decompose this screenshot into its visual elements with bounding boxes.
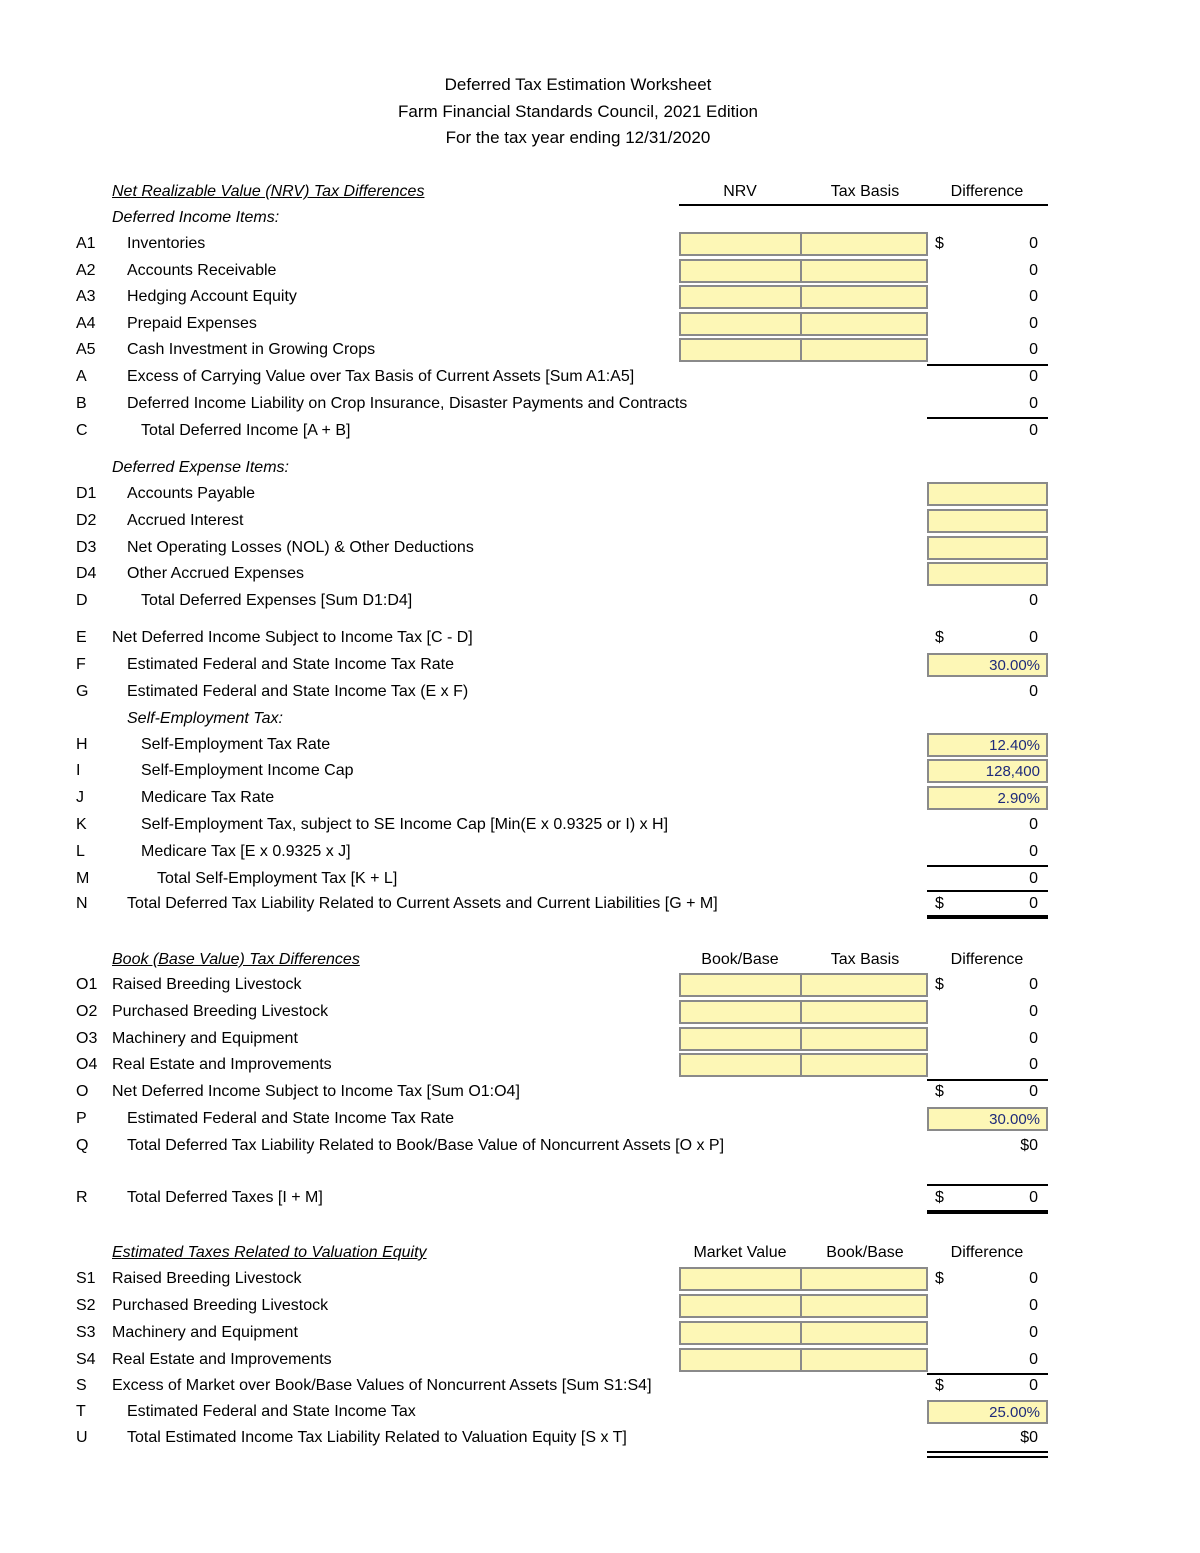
total-rule xyxy=(927,915,1048,919)
row-label: Inventories xyxy=(127,235,206,252)
row-i xyxy=(0,759,1100,785)
row-label: Estimated Federal and State Income Tax Rate xyxy=(127,1110,454,1127)
row-label: Other Accrued Expenses xyxy=(127,565,304,582)
table-row xyxy=(0,1321,1100,1347)
table-row xyxy=(0,1267,1100,1293)
row-code: A4 xyxy=(76,315,96,332)
row-code: G xyxy=(76,683,89,700)
row-e xyxy=(0,626,1100,652)
row-label: Purchased Breeding Livestock xyxy=(112,1003,329,1020)
worksheet-subtitle: Farm Financial Standards Council, 2021 Edition xyxy=(397,102,759,121)
medicare-rate-input[interactable]: 2.90% xyxy=(927,786,1048,810)
col-header-book-base: Book/Base xyxy=(826,1244,904,1261)
row-j xyxy=(0,786,1100,812)
book-base-input-cell[interactable] xyxy=(800,1348,928,1372)
difference-value: 0 xyxy=(1029,1351,1038,1368)
valuation-section-heading: Estimated Taxes Related to Valuation Equity xyxy=(112,1244,427,1261)
row-label: Deferred Income Liability on Crop Insurance, Disaster Payments and Contracts xyxy=(127,395,688,412)
difference-value: 0 xyxy=(1029,895,1038,912)
col-header-tax-basis: Tax Basis xyxy=(830,951,900,968)
row-label: Net Deferred Income Subject to Income Tax [Sum O1:O4] xyxy=(112,1083,520,1100)
market-value-input-cell[interactable] xyxy=(679,1294,802,1318)
difference-value: 0 xyxy=(1029,368,1038,385)
difference-value: 0 xyxy=(1029,976,1038,993)
row-code: B xyxy=(76,395,87,412)
row-d xyxy=(0,589,1100,615)
worksheet-title: Deferred Tax Estimation Worksheet xyxy=(444,75,712,94)
row-label: Medicare Tax [E x 0.9325 x J] xyxy=(141,843,351,860)
nrv-section-heading: Net Realizable Value (NRV) Tax Differences xyxy=(112,183,425,200)
row-label: Total Estimated Income Tax Liability Related to Valuation Equity [S x T] xyxy=(127,1429,627,1446)
row-code: L xyxy=(76,843,85,860)
row-a xyxy=(0,365,1100,391)
difference-value: 0 xyxy=(1029,843,1038,860)
se-tax-rate-input[interactable]: 12.40% xyxy=(927,733,1048,757)
total-rule xyxy=(927,1210,1048,1214)
row-code: E xyxy=(76,629,87,646)
row-s xyxy=(0,1374,1100,1400)
difference-value: 0 xyxy=(1029,235,1038,252)
row-g xyxy=(0,680,1100,706)
book-base-input-cell[interactable] xyxy=(679,1027,802,1051)
dollar-sign: $ xyxy=(935,1189,944,1206)
row-label: Total Self-Employment Tax [K + L] xyxy=(157,870,398,887)
row-label: Raised Breeding Livestock xyxy=(112,976,302,993)
row-label: Estimated Federal and State Income Tax (E x F) xyxy=(127,683,469,700)
difference-value: 0 xyxy=(1029,288,1038,305)
row-u xyxy=(0,1426,1100,1452)
row-label: Machinery and Equipment xyxy=(112,1030,298,1047)
difference-input-cell[interactable] xyxy=(927,536,1048,560)
row-code: D4 xyxy=(76,565,97,582)
nrv-input-cell[interactable] xyxy=(679,338,802,362)
tax-basis-input-cell[interactable] xyxy=(800,338,928,362)
row-label: Total Deferred Tax Liability Related to Book/Base Value of Noncurrent Assets [O x P] xyxy=(127,1137,725,1154)
row-c xyxy=(0,419,1100,445)
tax-basis-input-cell[interactable] xyxy=(800,973,928,997)
difference-value: 0 xyxy=(1029,422,1038,439)
row-code: A3 xyxy=(76,288,96,305)
book-base-input-cell[interactable] xyxy=(800,1321,928,1345)
difference-value: 0 xyxy=(1029,1270,1038,1287)
row-label: Medicare Tax Rate xyxy=(141,789,275,806)
book-base-input-cell[interactable] xyxy=(800,1267,928,1291)
row-code: O xyxy=(76,1083,89,1100)
row-code: J xyxy=(76,789,84,806)
tax-rate-input[interactable]: 30.00% xyxy=(927,653,1048,677)
row-o xyxy=(0,1080,1100,1106)
col-header-difference: Difference xyxy=(950,183,1024,200)
book-section-heading: Book (Base Value) Tax Differences xyxy=(112,951,360,968)
row-code: A1 xyxy=(76,235,96,252)
row-label: Self-Employment Income Cap xyxy=(141,762,354,779)
row-code: S xyxy=(76,1377,87,1394)
tax-basis-input-cell[interactable] xyxy=(800,1027,928,1051)
tax-year-label: For the tax year ending 12/31/2020 xyxy=(445,128,711,147)
tax-basis-input-cell[interactable] xyxy=(800,285,928,309)
difference-value: 0 xyxy=(1029,1297,1038,1314)
row-r xyxy=(0,1186,1100,1212)
row-code: C xyxy=(76,422,88,439)
table-row xyxy=(0,232,1100,258)
tax-rate-input[interactable]: 25.00% xyxy=(927,1400,1048,1424)
row-code: O1 xyxy=(76,976,98,993)
row-label: Estimated Federal and State Income Tax xyxy=(127,1403,416,1420)
market-value-input-cell[interactable] xyxy=(679,1348,802,1372)
difference-value: 0 xyxy=(1029,315,1038,332)
row-label: Machinery and Equipment xyxy=(112,1324,298,1341)
book-header-row xyxy=(0,948,1100,974)
row-code: H xyxy=(76,736,88,753)
row-label: Cash Investment in Growing Crops xyxy=(127,341,376,358)
row-l xyxy=(0,840,1100,866)
row-code: S3 xyxy=(76,1324,96,1341)
row-b xyxy=(0,392,1100,418)
row-label: Real Estate and Improvements xyxy=(112,1056,332,1073)
row-label: Total Deferred Income [A + B] xyxy=(141,422,351,439)
row-code: S4 xyxy=(76,1351,96,1368)
table-row xyxy=(0,973,1100,999)
row-label: Total Deferred Tax Liability Related to Current Assets and Current Liabilities [G + M] xyxy=(127,895,718,912)
row-p xyxy=(0,1107,1100,1133)
dollar-sign: $ xyxy=(935,1377,944,1394)
dollar-sign: $ xyxy=(935,895,944,912)
row-code: I xyxy=(76,762,81,779)
difference-value: $0 xyxy=(1020,1137,1038,1154)
row-code: U xyxy=(76,1429,88,1446)
difference-value: 0 xyxy=(1029,629,1038,646)
row-code: O4 xyxy=(76,1056,98,1073)
col-header-tax-basis: Tax Basis xyxy=(830,183,900,200)
row-label: Excess of Market over Book/Base Values of Noncurrent Assets [Sum S1:S4] xyxy=(112,1377,652,1394)
row-code: M xyxy=(76,870,90,887)
nrv-input-cell[interactable] xyxy=(679,232,802,256)
row-code: R xyxy=(76,1189,88,1206)
difference-value: 0 xyxy=(1029,395,1038,412)
table-row xyxy=(0,536,1100,562)
row-label: Self-Employment Tax Rate xyxy=(141,736,331,753)
col-header-difference: Difference xyxy=(950,951,1024,968)
deferred-expense-heading: Deferred Expense Items: xyxy=(112,459,289,476)
difference-value: 0 xyxy=(1029,1003,1038,1020)
row-code: K xyxy=(76,816,87,833)
row-label: Accrued Interest xyxy=(127,512,244,529)
tax-basis-input-cell[interactable] xyxy=(800,1053,928,1077)
row-q xyxy=(0,1134,1100,1160)
row-label: Accounts Receivable xyxy=(127,262,277,279)
table-row xyxy=(0,1053,1100,1079)
difference-value: $0 xyxy=(1020,1429,1038,1446)
dollar-sign: $ xyxy=(935,976,944,993)
difference-value: 0 xyxy=(1029,683,1038,700)
row-code: A xyxy=(76,368,87,385)
row-code: D1 xyxy=(76,485,97,502)
row-label: Hedging Account Equity xyxy=(127,288,297,305)
row-code: O3 xyxy=(76,1030,98,1047)
difference-value: 0 xyxy=(1029,592,1038,609)
row-code: Q xyxy=(76,1137,89,1154)
row-code: S2 xyxy=(76,1297,96,1314)
market-value-input-cell[interactable] xyxy=(679,1321,802,1345)
row-label: Prepaid Expenses xyxy=(127,315,257,332)
row-k xyxy=(0,813,1100,839)
difference-value: 0 xyxy=(1029,1056,1038,1073)
row-code: A5 xyxy=(76,341,96,358)
row-code: N xyxy=(76,895,88,912)
table-row xyxy=(0,509,1100,535)
row-t xyxy=(0,1400,1100,1426)
table-row xyxy=(0,259,1100,285)
self-employment-heading: Self-Employment Tax: xyxy=(127,710,283,727)
row-code: P xyxy=(76,1110,87,1127)
row-label: Purchased Breeding Livestock xyxy=(112,1297,329,1314)
difference-value: 0 xyxy=(1029,341,1038,358)
row-code: A2 xyxy=(76,262,96,279)
row-label: Total Deferred Taxes [I + M] xyxy=(127,1189,323,1206)
book-base-input-cell[interactable] xyxy=(679,1053,802,1077)
tax-basis-input-cell[interactable] xyxy=(800,312,928,336)
row-code: F xyxy=(76,656,86,673)
col-header-book-base: Book/Base xyxy=(701,951,779,968)
difference-value: 0 xyxy=(1029,870,1038,887)
difference-value: 0 xyxy=(1029,1324,1038,1341)
dollar-sign: $ xyxy=(935,235,944,252)
difference-value: 0 xyxy=(1029,1083,1038,1100)
row-label: Net Operating Losses (NOL) & Other Deductions xyxy=(127,539,474,556)
nrv-header-row xyxy=(0,180,1100,206)
row-label: Raised Breeding Livestock xyxy=(112,1270,302,1287)
book-base-input-cell[interactable] xyxy=(679,973,802,997)
se-income-cap-input[interactable]: 128,400 xyxy=(927,759,1048,783)
row-label: Net Deferred Income Subject to Income Tax [C - D] xyxy=(112,629,473,646)
deferred-expense-heading-row xyxy=(0,456,1100,482)
difference-input-cell[interactable] xyxy=(927,509,1048,533)
double-total-rule xyxy=(927,1451,1048,1458)
table-row xyxy=(0,562,1100,588)
table-row xyxy=(0,1294,1100,1320)
tax-basis-input-cell[interactable] xyxy=(800,259,928,283)
dollar-sign: $ xyxy=(935,629,944,646)
table-row xyxy=(0,1000,1100,1026)
row-label: Accounts Payable xyxy=(127,485,256,502)
dollar-sign: $ xyxy=(935,1083,944,1100)
difference-value: 0 xyxy=(1029,1377,1038,1394)
row-label: Total Deferred Expenses [Sum D1:D4] xyxy=(141,592,413,609)
table-row xyxy=(0,312,1100,338)
difference-value: 0 xyxy=(1029,1030,1038,1047)
row-h xyxy=(0,733,1100,759)
difference-value: 0 xyxy=(1029,262,1038,279)
row-code: D xyxy=(76,592,88,609)
row-label: Excess of Carrying Value over Tax Basis of Current Assets [Sum A1:A5] xyxy=(127,368,635,385)
se-heading-row xyxy=(0,707,1100,733)
dollar-sign: $ xyxy=(935,1270,944,1287)
difference-input-cell[interactable] xyxy=(927,482,1048,506)
difference-value: 0 xyxy=(1029,816,1038,833)
book-base-input-cell[interactable] xyxy=(679,1000,802,1024)
table-row xyxy=(0,338,1100,364)
col-header-market-value: Market Value xyxy=(693,1244,787,1261)
book-base-input-cell[interactable] xyxy=(800,1294,928,1318)
table-row xyxy=(0,1027,1100,1053)
row-code: T xyxy=(76,1403,86,1420)
row-code: S1 xyxy=(76,1270,96,1287)
row-code: D3 xyxy=(76,539,97,556)
row-label: Real Estate and Improvements xyxy=(112,1351,332,1368)
nrv-input-cell[interactable] xyxy=(679,312,802,336)
table-row xyxy=(0,1348,1100,1374)
col-header-difference: Difference xyxy=(950,1244,1024,1261)
difference-value: 0 xyxy=(1029,1189,1038,1206)
row-f xyxy=(0,653,1100,679)
col-header-nrv: NRV xyxy=(723,183,757,200)
tax-rate-input[interactable]: 30.00% xyxy=(927,1107,1048,1131)
deferred-income-heading: Deferred Income Items: xyxy=(112,209,280,226)
row-code: D2 xyxy=(76,512,97,529)
nrv-input-cell[interactable] xyxy=(679,259,802,283)
market-value-input-cell[interactable] xyxy=(679,1267,802,1291)
row-label: Estimated Federal and State Income Tax Rate xyxy=(127,656,454,673)
difference-input-cell[interactable] xyxy=(927,562,1048,586)
nrv-input-cell[interactable] xyxy=(679,285,802,309)
tax-basis-input-cell[interactable] xyxy=(800,232,928,256)
table-row xyxy=(0,482,1100,508)
tax-basis-input-cell[interactable] xyxy=(800,1000,928,1024)
valuation-header-row xyxy=(0,1241,1100,1267)
row-code: O2 xyxy=(76,1003,98,1020)
table-row xyxy=(0,285,1100,311)
row-label: Self-Employment Tax, subject to SE Income Cap [Min(E x 0.9325 or I) x H] xyxy=(141,816,669,833)
deferred-income-heading-row xyxy=(0,206,1100,232)
